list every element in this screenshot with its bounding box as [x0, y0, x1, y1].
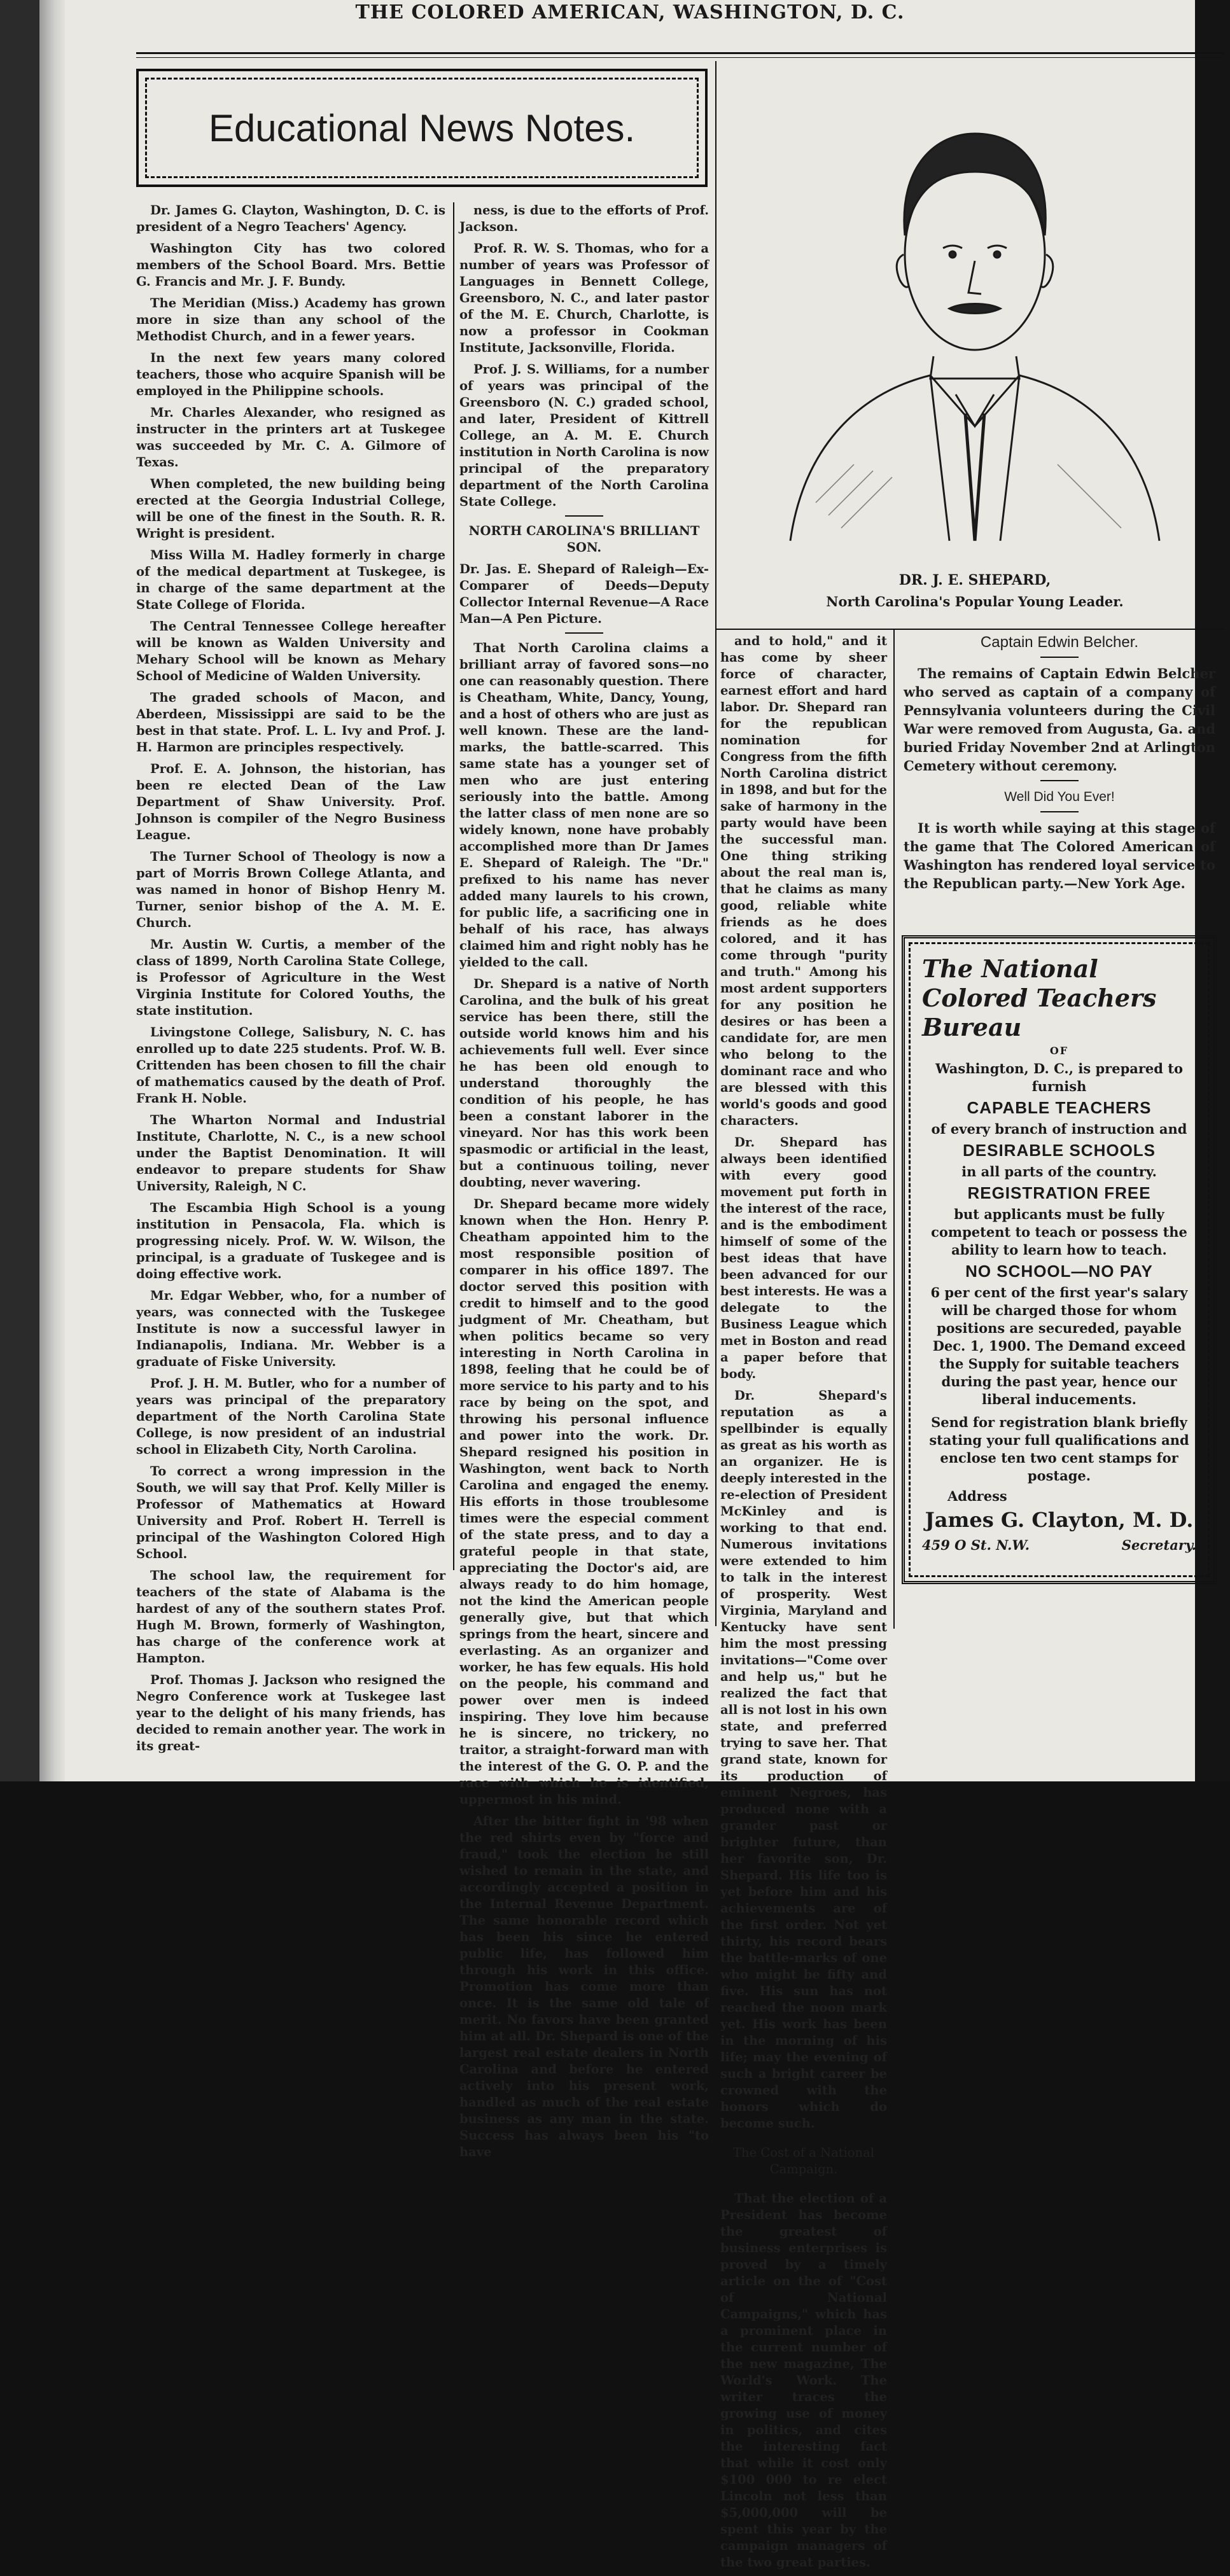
paragraph: and to hold," and it has come by sheer force of character, earnest effort and hard labor. Dr. Shepard ran for the republican nomination for Congress from the fifth North Carolina district in 1898, and but for the sake of harmony in the party would have been the successful man. One thing striking about the real man is, that he claims as many good, reliable white friends as he does colored, and it has come through "purity and truth." Among his most ardent supporters for any position he desires or has been a candidate for, are men who belong to the dominant race and who are blessed with this world's goods and good characters.: [720, 634, 887, 1128]
ad-line-6: Send for registration blank briefly stating your full qualifications and enclose ten two cent stamps for postage.: [929, 1414, 1189, 1484]
portrait-caption: [727, 569, 1223, 613]
paragraph: Dr. Shepard became more widely known when the Hon. Henry P. Cheatham appointed him to the most responsible position of comparer in his office 1897. The doctor served this position with credit to himself and to the good judgment of Mr. Cheatham, but when politics became so very interesting in North Carolina in 1898, feeling that he could be of more service to his party and to his race by being on the spot, and throwing his personal influence and power into the work. Dr. Shepard resigned his position in Washington, went back to North Carolina and engaged the enemy. His efforts in those troublesome times were the especial comment of the state press, and to day a grateful people in that state, appreciating the Doctor's aid, are always ready to do him homage, not the kind the American people generally give, but that which springs from the heart, sincere and everlasting. As an organizer and worker, he has few equals. His hold on the people, his command and power over men is indeed inspiring. They love him because he is sincere, no trickery, no traitor, a straight-forward man with the interest of the G. O. P. and the race with which he is identified, uppermost in his mind.: [459, 1197, 709, 1807]
ad-no-school-no-pay: NO SCHOOL—NO PAY: [965, 1262, 1153, 1281]
paragraph: Prof. J. H. M. Butler, who for a number of years was principal of the preparatory department of the North Carolina State College, is now president of an industrial school in Elizabeth City, North Carolina.: [136, 1376, 445, 1457]
article-body-part-2: [720, 633, 887, 2132]
column-4: [904, 633, 1215, 898]
paragraph: Washington City has two colored members of the School Board. Mrs. Bettie G. Francis and Mr. J. F. Bundy.: [136, 241, 445, 289]
article-deck: Dr. Jas. E. Shepard of Raleigh—Ex-Comparer of Deeds—Deputy Collector Internal Revenue—A Race Man—A Pen Picture.: [459, 562, 709, 626]
section-title: Educational News Notes.: [208, 107, 636, 150]
paragraph: Prof. E. A. Johnson, the historian, has been re elected Dean of the Law Department of Shaw University. Prof. Johnson is compiler of the Negro Business League.: [136, 762, 445, 842]
campaign-headline: The Cost of a National Campaign.: [733, 2145, 874, 2176]
ad-line-5: 6 per cent of the first year's salary will be charged those for whom positions are secureded, payable Dec. 1, 1900. The Demand exceed the Supply for suitable teachers during the past year, hence our liberal inducements.: [930, 1285, 1188, 1407]
top-rule-thin: [136, 57, 1224, 58]
ad-line-4: but applicants must be fully competent to teach or possess the ability to learn how to teach.: [931, 1206, 1187, 1258]
paragraph: Dr. Shepard is a native of North Carolina, and the bulk of his great service has been there, still the outside world knows him and his achievements full well. Ever since he has been old enough to understand thoroughly the condition of his people, he has been a constant laborer in the vineyard. Nor has this work been spasmodic or artificial in the least, but a continuous toiling, never doubting, never wavering.: [459, 977, 709, 1190]
paragraph: Dr. James G. Clayton, Washington, D. C. is president of a Negro Teachers' Agency.: [136, 203, 445, 234]
column-rule-1: [453, 202, 454, 1570]
portrait-illustration: [739, 95, 1210, 553]
separator: [565, 632, 603, 634]
paragraph: That North Carolina claims a brilliant array of favored sons—no one can reasonably question. There is Cheatham, White, Dancy, Young, and a host of others who are just as well known. These are the land-marks, the battle-scarred. This same state has a younger set of men who are just entering seriously into the battle. Among the latter class of men none are so widely known, none have probably accomplished more than Dr James E. Shepard of Raleigh. The "Dr." prefixed to his name has never added many laurels to his crown, for public life, a sacrificing one in behalf of his race, has always claimed him and right nobly has he yielded to the call.: [459, 641, 709, 970]
ad-street: 459 O St. N.W.: [922, 1537, 1030, 1553]
paragraph: Dr. Shepard's reputation as a spellbinder is equally as great as his worth as an organizer. He is deeply interested in the re-election of President McKinley and is working to that end. Numerous invitations were extended to him to talk in the interest of prosperity. West Virginia, Maryland and Kentucky have sent him the most pressing invitations—"Come over and help us," but he realized the fact that all is not lost in his own state, and preferred trying to save her. That grand state, known for its production of eminent Negroes, has produced none with a grander past or brighter future, than her favorite son, Dr. Shepard. His life too is yet before him and his achievements are of the first order. Not yet thirty, his record bears the battle-marks of one who might be fifty and five. His sun has not reached the noon mark yet. His work has been in the morning of his life; may the evening of such a bright career be crowned with the honors which do become such.: [720, 1388, 887, 2131]
ad-capable-teachers: CAPABLE TEACHERS: [967, 1098, 1152, 1117]
paragraph: The Turner School of Theology is now a part of Morris Brown College Atlanta, and was named in honor of Bishop Henry M. Turner, senior bishop of the A. M. E. Church.: [136, 849, 445, 930]
separator: [785, 2137, 823, 2138]
article-body-part-1: [459, 640, 709, 2161]
paragraph: Mr. Charles Alexander, who resigned as instructer in the printers art at Tuskegee was succeeded by Mr. C. A. Gilmore of Texas.: [136, 405, 445, 470]
paragraph: The Escambia High School is a young institution in Pensacola, Fla. which is progressing nicely. Prof. W. W. Wilson, the principal, is a graduate of Tuskegee and is doing effective work.: [136, 1201, 445, 1281]
page-gutter: [39, 0, 65, 1781]
paragraph: Prof. Thomas J. Jackson who resigned the Negro Conference work at Tuskegee last year to the delight of his many friends, has decided to remain another year. The work in its great-: [136, 1673, 445, 1753]
paragraph: Livingstone College, Salisbury, N. C. has enrolled up to date 225 students. Prof. W. B. Crittenden has been chosen to fill the chair of mathematics caused by the death of Prof. Frank H. Noble.: [136, 1025, 445, 1106]
campaign-body: That the election of a President has become the greatest of business enterprises is proved by a timely article on the of "Cost of National Campaigns," which has a prominent place in the current number of the new magazine, The World's Work. The writer traces the growing use of money in politics, and cites the interesting fact that while it cost only $100 000 to re elect Lincoln not less than $5,000,000 will be spent this year by the campaign managers of the two great parties.: [720, 2191, 887, 2570]
ad-registration-free: REGISTRATION FREE: [967, 1183, 1151, 1202]
column-rule-3: [893, 630, 895, 1629]
ad-line-1: Washington, D. C., is prepared to furnish: [935, 1061, 1183, 1094]
paragraph: Prof. R. W. S. Thomas, who for a number of years was Professor of Languages in Bennett College, Greensboro, N. C., and later pastor of the M. E. Church, Charlotte, is now a professor in Cookman Institute, Jacksonville, Florida.: [459, 241, 709, 355]
educational-notes-continued: [459, 202, 709, 510]
ad-inner-border: [909, 942, 1210, 1577]
ad-contact-name: James G. Clayton, M. D.: [925, 1508, 1194, 1532]
separator: [1040, 811, 1079, 812]
paragraph: The Central Tennessee College hereafter will be known as Walden University and Mehary School will be known as Mehary School of Medicine of Walden University.: [136, 619, 445, 683]
paragraph: Miss Willa M. Hadley formerly in charge of the medical department at Tuskegee, is in charge of the same department at the State College of Florida.: [136, 548, 445, 612]
paragraph: Prof. J. S. Williams, for a number of years was principal of the Greensboro (N. C.) graded school, and later, President of Kittrell College, an A. M. E. Church institution in North Carolina is now principal of the preparatory department of the North Carolina State College.: [459, 362, 709, 509]
ad-line-2: of every branch of instruction and: [931, 1121, 1187, 1137]
ad-line-3: in all parts of the country.: [961, 1164, 1157, 1180]
ad-address-line: [922, 1537, 1196, 1553]
paragraph: In the next few years many colored teachers, those who acquire Spanish will be employed in the Philippine schools.: [136, 351, 445, 398]
ad-role: Secretary.: [1121, 1537, 1196, 1553]
article-headline: NORTH CAROLINA'S BRILLIANT SON.: [468, 524, 700, 555]
paragraph: Mr. Austin W. Curtis, a member of the class of 1899, North Carolina State College, is Professor of Agriculture in the West Virginia Institute for Colored Youths, the state institution.: [136, 937, 445, 1018]
separator: [1040, 657, 1079, 658]
separator: [565, 515, 603, 517]
book-binding: [0, 0, 39, 1781]
column-rule-2: [715, 61, 716, 1626]
paragraph: The Meridian (Miss.) Academy has grown more in size than any school of the Methodist Church, and in a fewer years.: [136, 296, 445, 344]
mustache: [949, 304, 1000, 314]
section-title-box: [136, 69, 708, 187]
paragraph: The graded schools of Macon, and Aberdeen, Mississippi are said to be the best in that state. Prof. L. L. Ivy and Prof. J. H. Harmon are principles respectively.: [136, 690, 445, 755]
welldid-body: It is worth while saying at this stage of the game that The Colored American of Washington has rendered loyal service to the Republican party.—New York Age.: [904, 820, 1215, 891]
article-column-3: [720, 633, 887, 2576]
running-head: THE COLORED AMERICAN, WASHINGTON, D. C.: [355, 1, 905, 24]
article-column-2: [459, 202, 709, 2166]
paragraph: Dr. Shepard has always been identified with every good movement put forth in the interest of the race, and is the embodiment himself of some of the best ideas that have been advanced for our best interests. He was a delegate to the Business League which met in Boston and read a paper before that body.: [720, 1135, 887, 1381]
paragraph: The school law, the requirement for teachers of the state of Alabama is the hardest of any of the southern states Prof. Hugh M. Brown, formerly of Washington, has charge of the conference work at Hampton.: [136, 1568, 445, 1666]
jacket-outline: [790, 375, 1159, 541]
separator: [1040, 780, 1079, 781]
top-rule: [136, 52, 1224, 54]
hair: [904, 134, 1045, 235]
paragraph: After the bitter fight in '98 when the red shirts even by "force and fraud," took the election he still wished to remain in the state, and accordingly accepted a position in the Internal Revenue Department. The same honorable record which has been his since he entered public life, has followed him through his work in this office. Promotion has come more than once. It is the same old tale of merit. No favors have been granted him at all. Dr. Shepard is one of the largest real estate dealers in North Carolina and before he entered actively into his present work, handled as much of the real estate business as any man in the state. Success has always been his "to have: [459, 1814, 709, 2159]
paragraph: When completed, the new building being erected at the Georgia Industrial College, will be one of the finest in the South. R. R. Wright is president.: [136, 477, 445, 541]
ad-of: OF: [1049, 1045, 1069, 1057]
newspaper-page: [65, 0, 1215, 2570]
ad-headline: The National Colored Teachers Bureau: [922, 954, 1157, 1041]
belcher-headline: Captain Edwin Belcher.: [980, 634, 1139, 651]
ad-address-label: Address: [947, 1488, 1007, 1504]
belcher-body: The remains of Captain Edwin Belcher who served as captain of a company of Pennsylvania volunteers during the Civil War were removed from Augusta, Ga. and buried Friday November 2nd at Arlington Cemetery without ceremony.: [904, 665, 1215, 774]
portrait-name: DR. J. E. SHEPARD,: [898, 572, 1051, 588]
portrait-subtitle: North Carolina's Popular Young Leader.: [826, 594, 1124, 609]
paragraph: ness, is due to the efforts of Prof. Jackson.: [459, 203, 709, 234]
mid-rule: [715, 629, 1224, 630]
educational-notes-column: [136, 202, 445, 1760]
paragraph: To correct a wrong impression in the South, we will say that Prof. Kelly Miller is Professor of Mathematics at Howard University and Prof. Robert H. Terrell is principal of the Washington Colored High School.: [136, 1464, 445, 1561]
separator: [785, 2183, 823, 2184]
teachers-bureau-ad: [902, 935, 1217, 1584]
title-box-border: [145, 78, 699, 178]
welldid-headline: Well Did You Ever!: [1004, 790, 1115, 804]
paragraph: The Wharton Normal and Industrial Institute, Charlotte, N. C., is a new school under the Baptist Denomination. It will endeavor to prepare students for Shaw University, Raleigh, N C.: [136, 1113, 445, 1194]
ad-desirable-schools: DESIRABLE SCHOOLS: [962, 1141, 1156, 1160]
paragraph: Mr. Edgar Webber, who, for a number of years, was connected with the Tuskegee Institute is now a successful lawyer in Indianapolis, Indiana. Mr. Webber is a graduate of Fiske University.: [136, 1288, 445, 1369]
